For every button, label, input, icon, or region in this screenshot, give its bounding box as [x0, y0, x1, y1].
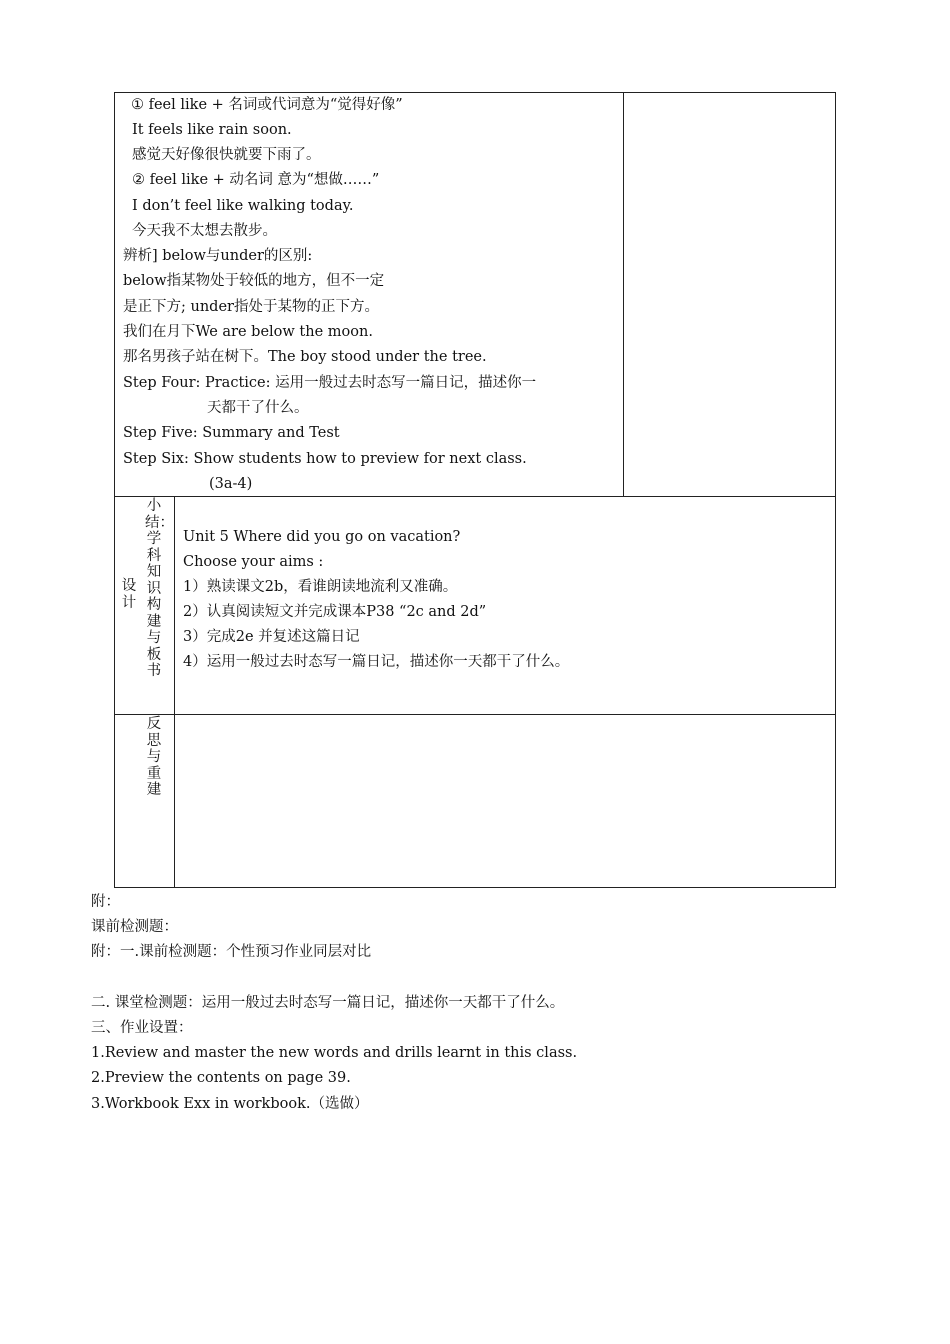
- text-line: ② feel like + 动名词 意为“想做……”: [132, 172, 380, 188]
- text-line: 感觉天好像很快就要下雨了。: [132, 147, 321, 163]
- text-line: below指某物处于较低的地方，但不一定: [123, 273, 385, 289]
- text-line: 3.Workbook Exx in workbook.（选做）: [91, 1096, 369, 1112]
- text-line: It feels like rain soon.: [132, 122, 292, 138]
- text-line: 今天我不太想去散步。: [132, 223, 277, 239]
- text-line: 天都干了什么。: [207, 400, 309, 416]
- text-line: 是正下方; under指处于某物的正下方。: [123, 299, 379, 315]
- text-line: 4）运用一般过去时态写一篇日记，描述你一天都干了什么。: [183, 654, 570, 670]
- table-left-border: [114, 92, 115, 888]
- table-bottom-border: [114, 887, 836, 888]
- row-divider-2: [114, 714, 836, 715]
- text-line: 1.Review and master the new words and drills learnt in this class.: [91, 1045, 578, 1061]
- text-line: 附：: [91, 894, 120, 910]
- text-line: 三、作业设置：: [91, 1020, 193, 1036]
- text-line: Choose your aims :: [183, 554, 324, 570]
- text-line: Step Five: Summary and Test: [123, 425, 340, 441]
- text-line: 我们在月下We are below the moon.: [123, 324, 373, 340]
- reflection-label: 反思与重建: [146, 716, 162, 798]
- text-line: 辨析] below与under的区别:: [123, 248, 313, 264]
- text-line: Step Six: Show students how to preview for next class.: [123, 451, 527, 467]
- top-right-column-divider: [623, 92, 624, 496]
- text-line: 2）认真阅读短文并完成课本P38 “2c and 2d”: [183, 604, 487, 620]
- text-line: I don’t feel like walking today.: [132, 198, 354, 214]
- text-line: 二. 课堂检测题：运用一般过去时态写一篇日记，描述你一天都干了什么。: [91, 995, 565, 1011]
- text-line: 2.Preview the contents on page 39.: [91, 1070, 351, 1086]
- text-line: 3）完成2e 并复述这篇日记: [183, 629, 360, 645]
- text-line: Step Four: Practice: 运用一般过去时态写一篇日记，描述你一: [123, 375, 537, 391]
- row-divider-1: [114, 496, 836, 497]
- text-line: 1）熟读课文2b，看谁朗读地流利又准确。: [183, 579, 458, 595]
- text-line: 附：一.课前检测题：个性预习作业同层对比: [91, 944, 372, 960]
- summary-label-col1: 设计: [121, 578, 137, 611]
- table-right-border: [835, 92, 836, 888]
- summary-label-col2: 小结：学科知识构建与板书: [145, 498, 174, 679]
- text-line: (3a-4): [209, 476, 253, 492]
- table-top-border: [114, 92, 836, 93]
- text-line: 课前检测题：: [91, 919, 178, 935]
- text-line: Unit 5 Where did you go on vacation?: [183, 529, 461, 545]
- text-line: ① feel like + 名词或代词意为“觉得好像”: [131, 97, 403, 113]
- text-line: 那名男孩子站在树下。The boy stood under the tree.: [123, 349, 487, 365]
- label-column-divider: [174, 496, 175, 888]
